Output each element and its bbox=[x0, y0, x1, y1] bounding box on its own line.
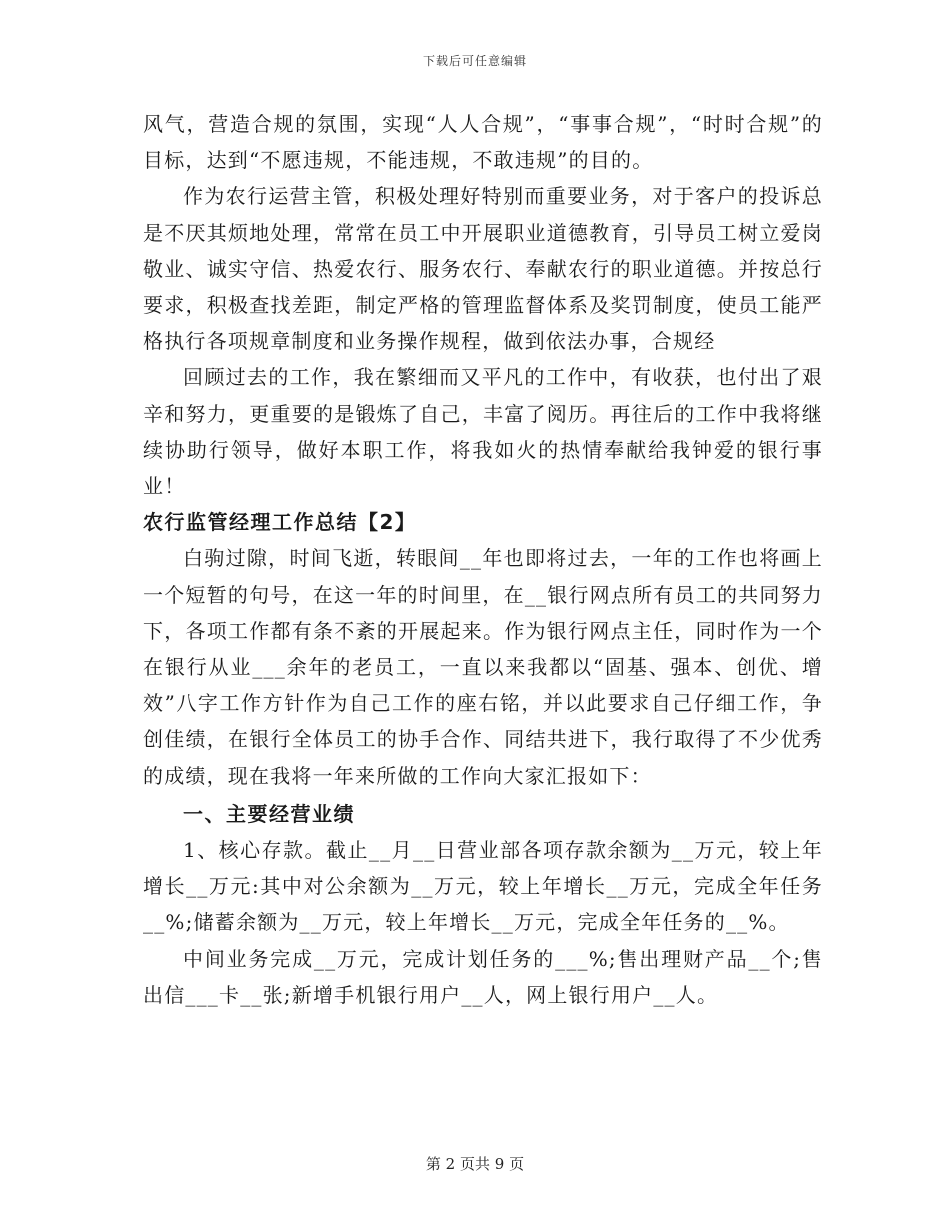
paragraph: 1、核心存款。截止__月__日营业部各项存款余额为__万元，较上年增长__万元:其中对公余额为__万元，较上年增长__万元，完成全年任务__%;储蓄余额为__万元，较上年增长__万元，完成全年任务的__%。 bbox=[143, 838, 823, 935]
section-heading: 一、主要经营业绩 bbox=[183, 801, 355, 826]
page-footer: 第 2 页共 9 页 bbox=[425, 1155, 525, 1173]
paragraph: 中间业务完成__万元，完成计划任务的___%;售出理财产品__个;售出信___卡__张;新增手机银行用户__人，网上银行用户__人。 bbox=[143, 946, 823, 1007]
paragraph: 风气，营造合规的氛围，实现“人人合规”，“事事合规”，“时时合规”的目标，达到“不愿违规，不能违规，不敢违规”的目的。 bbox=[143, 112, 823, 173]
paragraph: 作为农行运营主管，积极处理好特别而重要业务，对于客户的投诉总是不厌其烦地处理，常常在员工中开展职业道德教育，引导员工树立爱岗敬业、诚实守信、热爱农行、服务农行、奉献农行的职业道德。并按总行要求，积极查找差距，制定严格的管理监督体系及奖罚制度，使员工能严格执行各项规章制度和业务操作规程，做到依法办事，合规经 bbox=[143, 184, 823, 354]
page-header: 下载后可任意编辑 bbox=[422, 54, 527, 68]
document-body bbox=[143, 106, 823, 1013]
paragraph: 回顾过去的工作，我在繁细而又平凡的工作中，有收获，也付出了艰辛和努力，更重要的是锻炼了自己，丰富了阅历。再往后的工作中我将继续协助行领导，做好本职工作，将我如火的热情奉献给我钟爱的银行事业！ bbox=[143, 365, 823, 499]
paragraph: 白驹过隙，时间飞逝，转眼间__年也即将过去，一年的工作也将画上一个短暂的句号，在这一年的时间里，在__银行网点所有员工的共同努力下，各项工作都有条不紊的开展起来。作为银行网点主任，同时作为一个在银行从业___余年的老员工，一直以来我都以“固基、强本、创优、增效”八字工作方针作为自己工作的座右铭，并以此要求自己仔细工作，争创佳绩，在银行全体员工的协手合作、同结共进下，我行取得了不少优秀的成绩，现在我将一年来所做的工作向大家汇报如下： bbox=[143, 546, 823, 788]
section-title: 农行监管经理工作总结【2】 bbox=[143, 510, 417, 535]
